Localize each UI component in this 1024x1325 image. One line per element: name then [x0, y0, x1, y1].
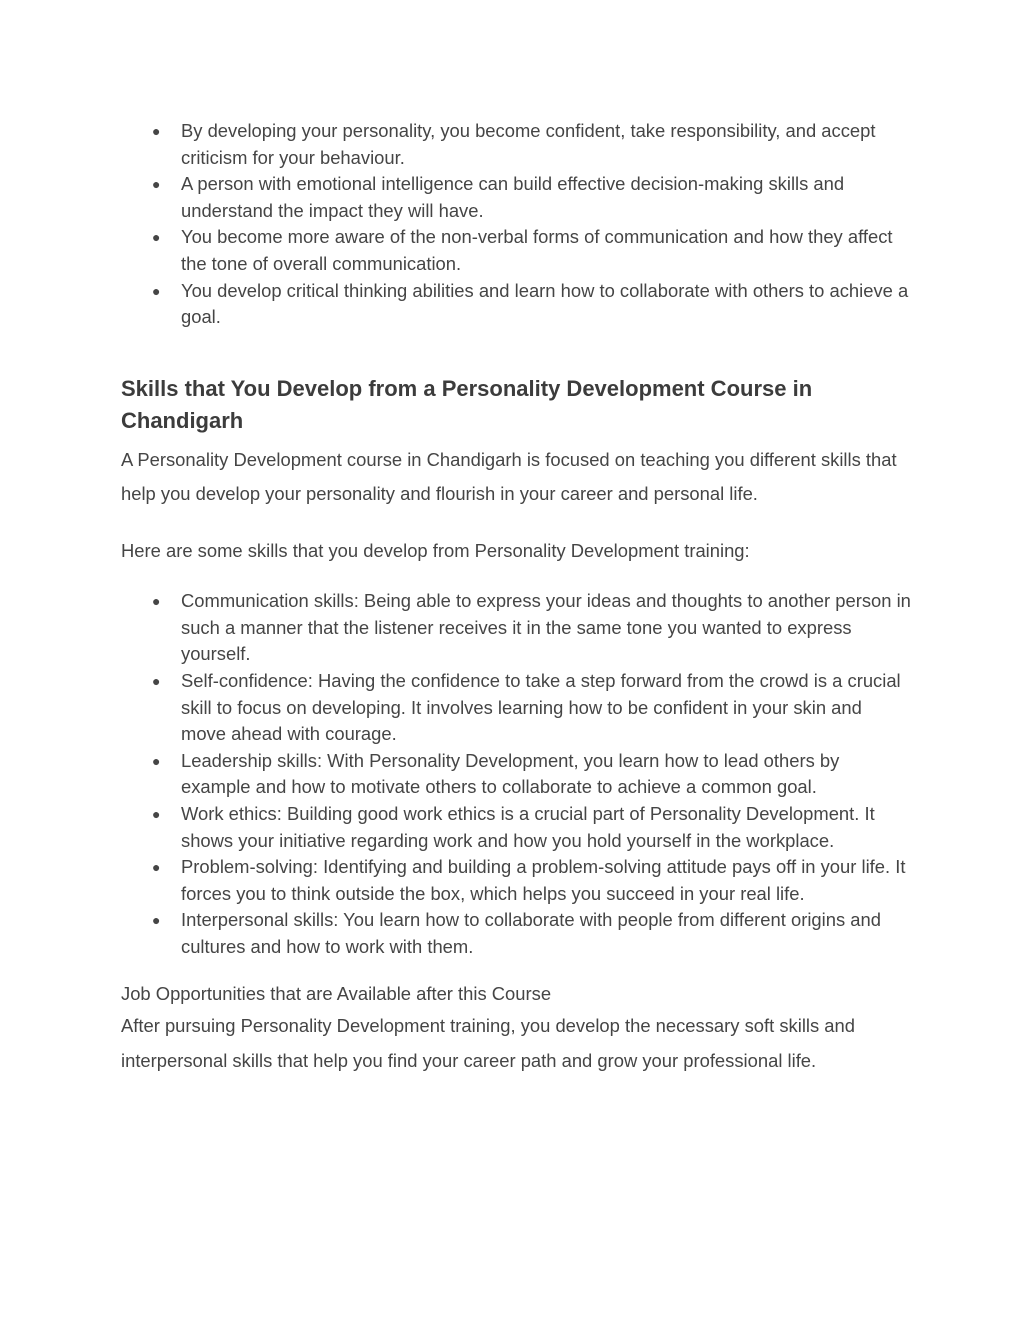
list-item-text: Leadership skills: With Personality Development, you learn how to lead others by example and how to motivate others to collaborate to achieve a common goal.: [181, 749, 840, 798]
list-item-text: A person with emotional intelligence can build effective decision-making skills and understand the impact they will have.: [181, 173, 845, 221]
list-item-text: Interpersonal skills: You learn how to collaborate with people from different origins and cultures and how to work with them.: [181, 909, 881, 957]
bullet-icon: ●: [152, 282, 161, 299]
bullet-icon: ●: [152, 593, 161, 610]
bullet-icon: ●: [152, 806, 161, 822]
bullet-icon: ●: [152, 673, 161, 690]
list-item: [121, 224, 911, 277]
list-item-text: By developing your personality, you become confident, take responsibility, and accept criticism for your behaviour.: [181, 120, 876, 168]
bullet-icon: ●: [152, 912, 161, 929]
list-item: [121, 854, 911, 907]
list-item: [121, 801, 911, 854]
skills-list: [121, 588, 911, 960]
list-item-text: Communication skills: Being able to express your ideas and thoughts to another person in such a manner that the listener receives it in the same tone you wanted to express yourself.: [181, 590, 911, 665]
bullet-icon: ●: [152, 176, 161, 193]
benefits-list: [121, 118, 911, 331]
list-item-text: Work ethics: Building good work ethics is a crucial part of Personality Development. It shows your initiative regarding work and how you hold yourself in the workplace.: [181, 803, 875, 851]
bullet-icon: ●: [152, 752, 161, 769]
bullet-icon: ●: [152, 123, 161, 139]
skills-lead-paragraph: Here are some skills that you develop from Personality Development training:: [121, 539, 750, 561]
list-item: [121, 118, 911, 171]
list-item-text: Problem-solving: Identifying and building a problem-solving attitude pays off in your life. It forces you to think outside the box, which helps you succeed in your real life.: [181, 856, 906, 904]
bullet-icon: ●: [152, 859, 161, 876]
list-item: [121, 668, 911, 748]
document-page: [121, 118, 911, 1078]
skills-intro-paragraph: A Personality Development course in Chandigarh is focused on teaching you different skills that help you develop your personality and flourish in your career and personal life.: [121, 448, 897, 505]
list-item-text: You develop critical thinking abilities and learn how to collaborate with others to achieve a goal.: [181, 279, 909, 328]
jobs-heading: Job Opportunities that are Available after this Course: [121, 982, 552, 1004]
list-item-text: Self-confidence: Having the confidence to take a step forward from the crowd is a crucial skill to focus on developing. It involves learning how to be confident in your skin and move ahead with courage.: [181, 670, 901, 745]
bullet-icon: ●: [152, 229, 161, 246]
jobs-paragraph: After pursuing Personality Development training, you develop the necessary soft skills and interpersonal skills that help you find your career path and grow your professional life.: [121, 1015, 855, 1071]
list-item: [121, 907, 911, 960]
list-item: [121, 278, 911, 331]
skills-heading: Skills that You Develop from a Personality Development Course in Chandigarh: [121, 375, 813, 433]
list-item: [121, 588, 911, 668]
list-item: [121, 748, 911, 801]
list-item-text: You become more aware of the non-verbal forms of communication and how they affect the tone of overall communication.: [181, 226, 893, 274]
list-item: [121, 171, 911, 224]
